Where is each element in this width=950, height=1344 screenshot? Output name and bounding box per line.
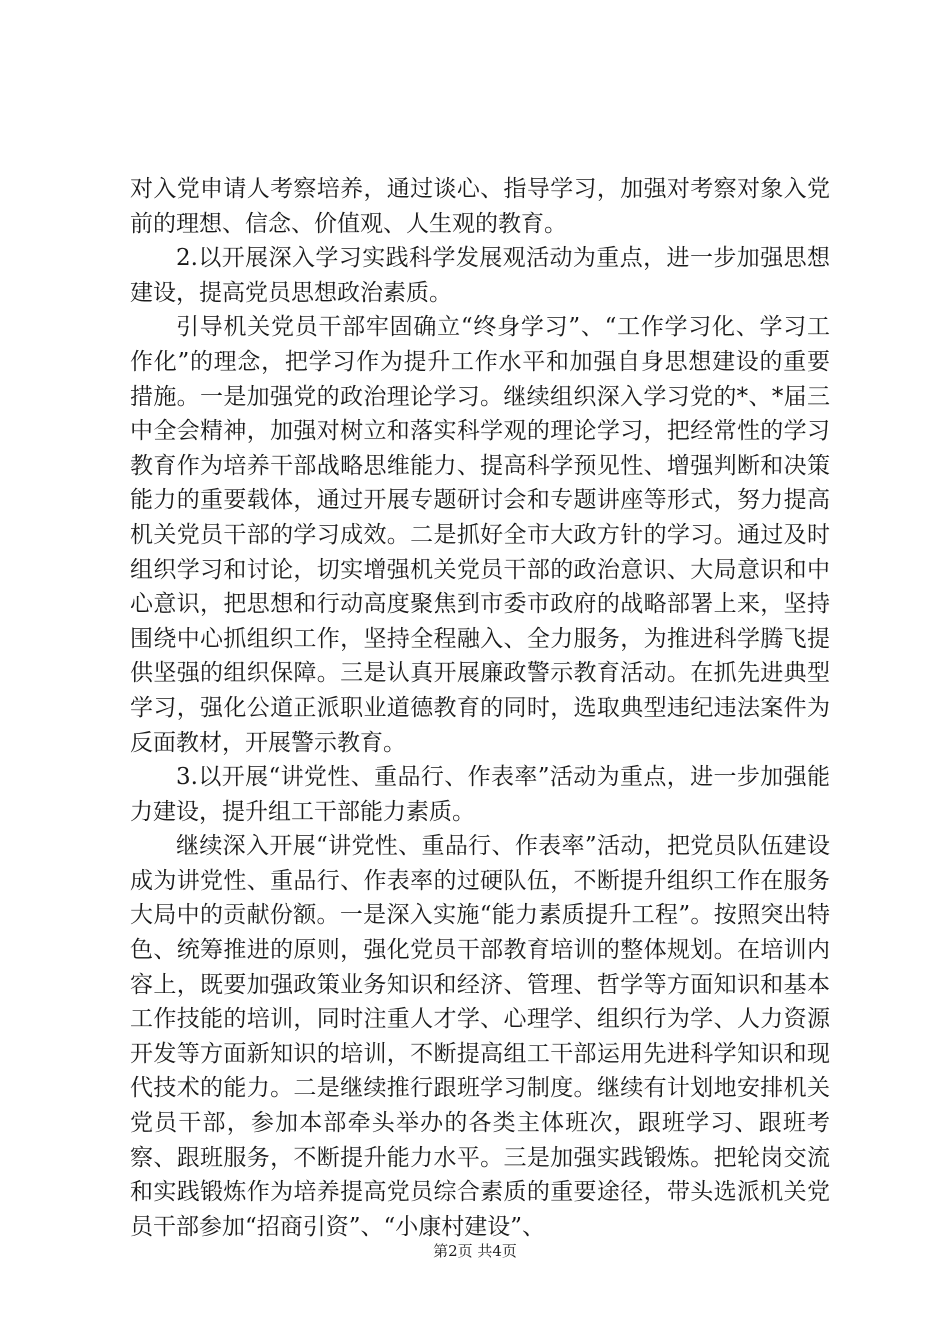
document-body: [130, 172, 830, 1244]
paragraph-2-heading: 2.以开展深入学习实践科学发展观活动为重点，进一步加强思想建设，提高党员思想政治素质。: [130, 245, 830, 306]
paragraph-1: 对入党申请人考察培养，通过谈心、指导学习，加强对考察对象入党前的理想、信念、价值观、人生观的教育。: [130, 176, 830, 237]
paragraph-5: 继续深入开展“讲党性、重品行、作表率”活动，把党员队伍建设成为讲党性、重品行、作表率的过硬队伍，不断提升组织工作在服务大局中的贡献份额。一是深入实施“能力素质提升工程”。按照突出特色、统筹推进的原则，强化党员干部教育培训的整体规划。在培训内容上，既要加强政策业务知识和经济、管理、哲学等方面知识和基本工作技能的培训，同时注重人才学、心理学、组织行为学、人力资源开发等方面新知识的培训，不断提高组工干部运用先进科学知识和现代技术的能力。二是继续推行跟班学习制度。继续有计划地安排机关党员干部，参加本部牵头举办的各类主体班次，跟班学习、跟班考察、跟班服务，不断提升能力水平。三是加强实践锻炼。把轮岗交流和实践锻炼作为培养提高党员综合素质的重要途径，带头选派机关党员干部参加“招商引资”、“小康村建设”、: [130, 833, 830, 1240]
paragraph-4-heading: 3.以开展“讲党性、重品行、作表率”活动为重点，进一步加强能力建设，提升组工干部能力素质。: [130, 764, 830, 825]
paragraph-3: 引导机关党员干部牢固确立“终身学习”、“工作学习化、学习工作化”的理念，把学习作为提升工作水平和加强自身思想建设的重要措施。一是加强党的政治理论学习。继续组织深入学习党的*、*届三中全会精神，加强对树立和落实科学观的理论学习，把经常性的学习教育作为培养干部战略思维能力、提高科学预见性、增强判断和决策能力的重要载体，通过开展专题研讨会和专题讲座等形式，努力提高机关党员干部的学习成效。二是抓好全市大政方针的学习。通过及时组织学习和讨论，切实增强机关党员干部的政治意识、大局意识和中心意识，把思想和行动高度聚焦到市委市政府的战略部署上来，坚持围绕中心抓组织工作，坚持全程融入、全力服务，为推进科学腾飞提供坚强的组织保障。三是认真开展廉政警示教育活动。在抓先进典型学习，强化公道正派职业道德教育的同时，选取典型违纪违法案件为反面教材，开展警示教育。: [130, 314, 830, 756]
page-number-footer: 第2页 共4页: [433, 1242, 517, 1260]
